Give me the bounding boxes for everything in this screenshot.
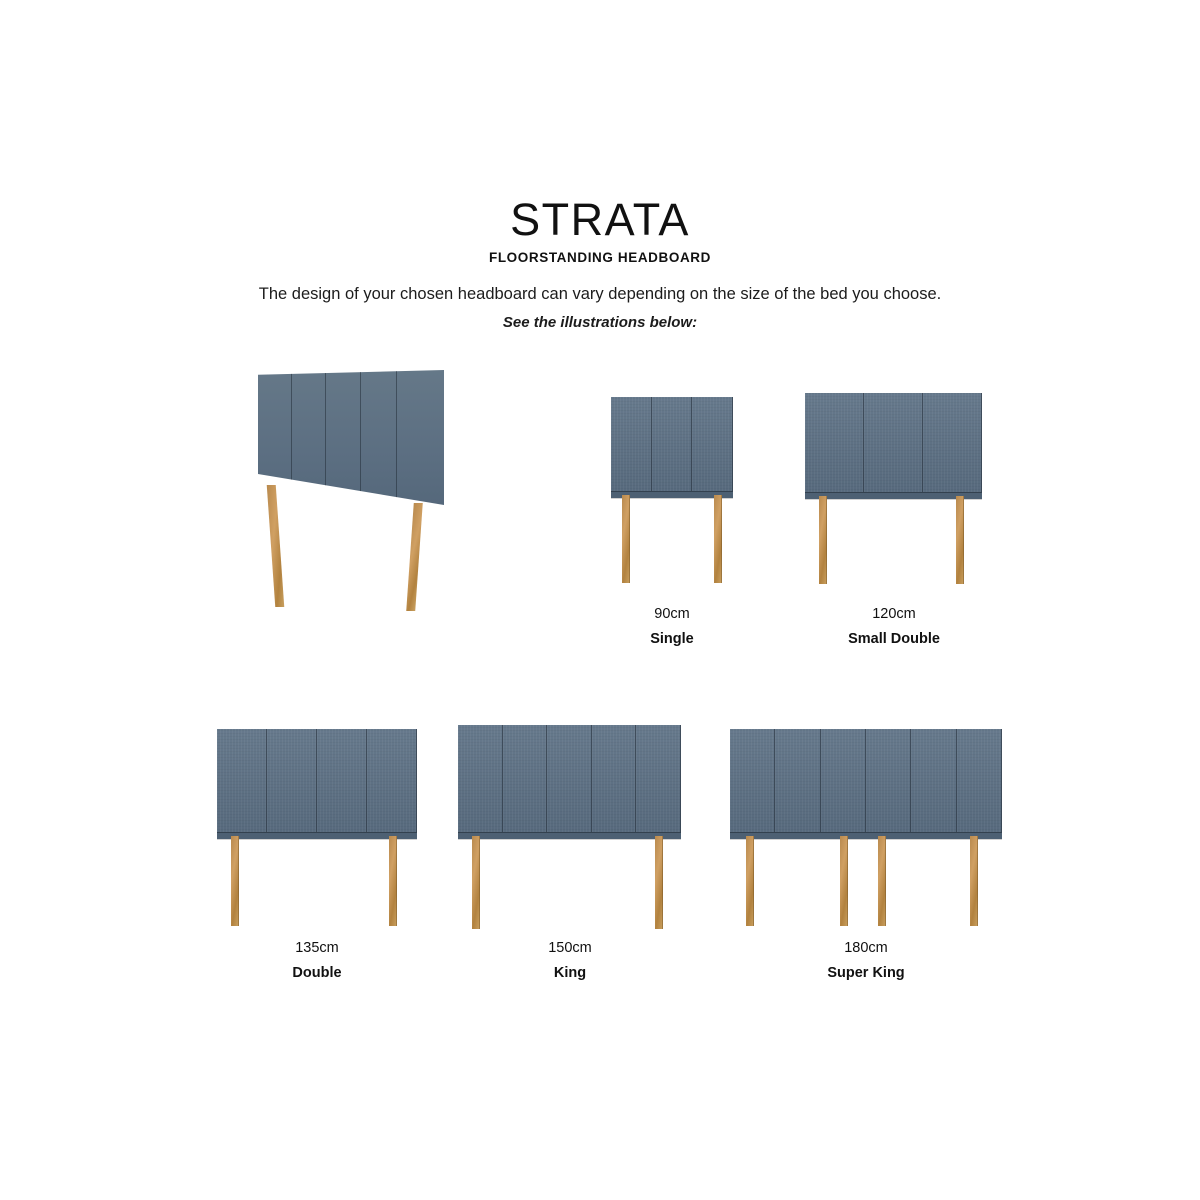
- headboard-panel: [317, 729, 367, 839]
- headboard-leg: [231, 836, 239, 926]
- page-title: STRATA: [510, 194, 690, 245]
- headboard-panel: [775, 729, 820, 839]
- headboard-illustration-single: [611, 397, 733, 597]
- size-name: Small Double: [848, 631, 940, 647]
- headboard-board: [217, 729, 417, 839]
- headboard-panel: [217, 729, 267, 839]
- size-label: 180cm: [844, 940, 888, 956]
- headboard-panel: [367, 729, 417, 839]
- headboard-panel: [866, 729, 911, 839]
- headboard-leg: [956, 496, 964, 584]
- size-name: Double: [292, 965, 342, 981]
- headboard-illustration-king: [458, 725, 681, 930]
- panel-seam: [291, 370, 292, 505]
- size-name: Single: [650, 631, 694, 647]
- headboard-board: [458, 725, 681, 839]
- headboard-panel: [911, 729, 956, 839]
- headboard-panel: [458, 725, 503, 839]
- headboard-leg: [472, 836, 480, 929]
- headboard-panel: [864, 393, 923, 499]
- headboard-leg: [840, 836, 848, 926]
- size-name: King: [553, 965, 587, 981]
- headboard-base-rail: [217, 832, 417, 839]
- headboard-board: [730, 729, 1002, 839]
- headboard-leg: [389, 836, 397, 926]
- headboard-panel: [611, 397, 652, 498]
- headboard-panel: [592, 725, 637, 839]
- headboard-panel: [652, 397, 693, 498]
- headboard-board: [805, 393, 982, 499]
- headboard-panel: [636, 725, 681, 839]
- intro-italic-text: See the illustrations below:: [502, 314, 698, 331]
- headboard-illustration-super-king: [730, 729, 1002, 929]
- headboard-leg: [714, 495, 722, 583]
- headboard-leg: [819, 496, 827, 584]
- headboard-panel: [267, 729, 317, 839]
- headboard-board-perspective: [258, 370, 444, 505]
- headboard-panel: [923, 393, 982, 499]
- caption-small-double: [814, 604, 974, 650]
- panel-seam: [360, 370, 361, 505]
- headboard-base-rail: [458, 832, 681, 839]
- headboard-illustration-small-double: [805, 393, 982, 598]
- headboard-leg: [622, 495, 630, 583]
- headboard-panel: [805, 393, 864, 499]
- page-subtitle: FLOORSTANDING HEADBOARD: [488, 250, 712, 265]
- caption-king: [490, 938, 650, 984]
- size-label: 135cm: [295, 940, 339, 956]
- headboard-leg: [655, 836, 663, 929]
- headboard-leg: [746, 836, 754, 926]
- panel-seam: [396, 370, 397, 505]
- page-header: [0, 196, 1200, 331]
- headboard-panel: [503, 725, 548, 839]
- headboard-base-rail: [730, 832, 1002, 839]
- headboard-panel: [547, 725, 592, 839]
- intro-text: The design of your chosen headboard can vary depending on the size of the bed you choose.: [258, 285, 942, 303]
- headboard-leg: [406, 503, 423, 611]
- panel-seam: [325, 370, 326, 505]
- headboard-panel: [692, 397, 733, 498]
- headboard-illustration-perspective: [258, 370, 458, 620]
- size-name: Super King: [827, 965, 905, 981]
- size-label: 120cm: [872, 606, 916, 622]
- caption-super-king: [786, 938, 946, 984]
- panel-seams: [258, 370, 444, 505]
- headboard-panel: [957, 729, 1002, 839]
- headboard-board: [611, 397, 733, 498]
- headboard-leg: [970, 836, 978, 926]
- size-label: 150cm: [548, 940, 592, 956]
- headboard-panel: [730, 729, 775, 839]
- headboard-illustration-double: [217, 729, 417, 929]
- headboard-panel: [821, 729, 866, 839]
- headboard-leg: [267, 485, 285, 607]
- caption-single: [592, 604, 752, 650]
- caption-double: [237, 938, 397, 984]
- size-label: 90cm: [654, 606, 690, 622]
- headboard-leg: [878, 836, 886, 926]
